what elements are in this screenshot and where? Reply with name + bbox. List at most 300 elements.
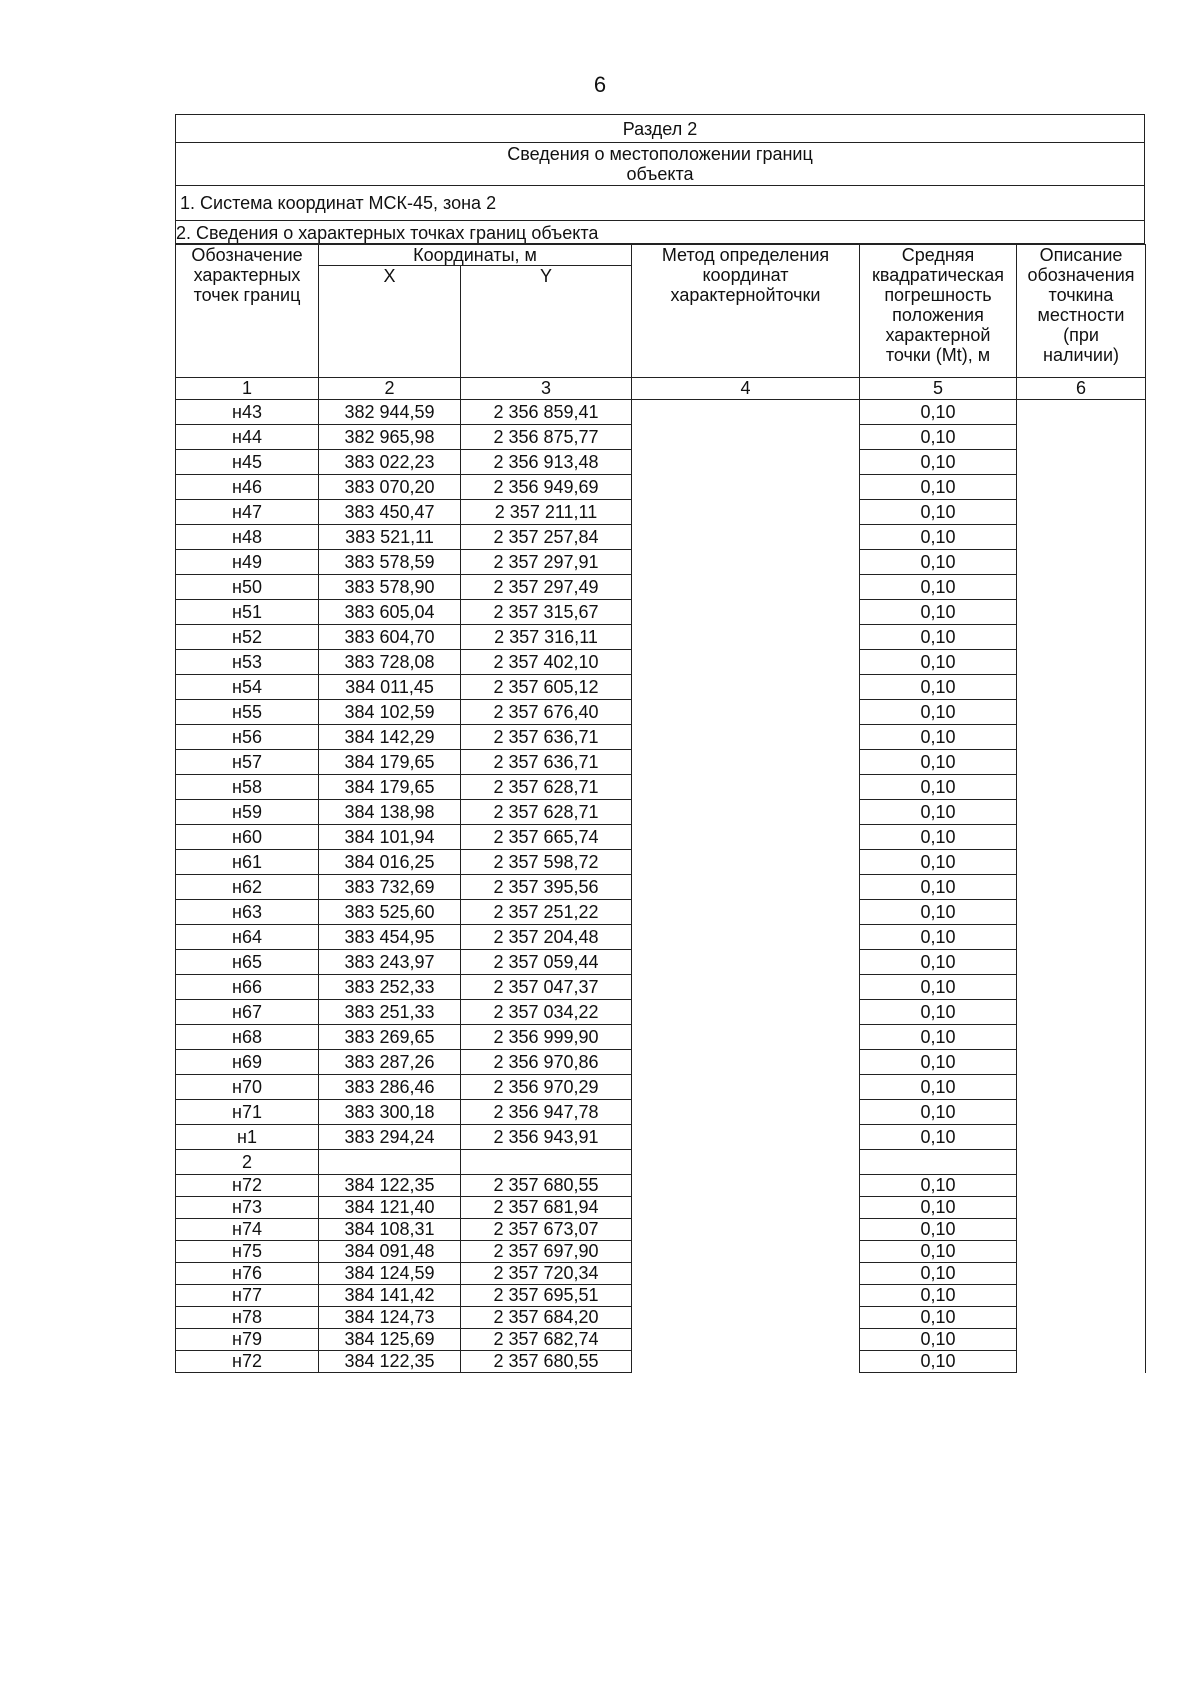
table-row [176,1197,1146,1219]
x-coordinate: 384 121,40 [319,1197,461,1219]
description-cell [1017,675,1146,700]
table-row [176,1307,1146,1329]
mt-value: 0,10 [860,1025,1017,1050]
description-cell [1017,875,1146,900]
mt-value: 0,10 [860,1050,1017,1075]
x-coordinate: 384 141,42 [319,1285,461,1307]
table-row [176,875,1146,900]
mt-value: 0,10 [860,1175,1017,1197]
point-id: н70 [176,1075,319,1100]
table-row [176,775,1146,800]
y-coordinate: 2 357 673,07 [461,1219,632,1241]
table-row [176,975,1146,1000]
point-id: н75 [176,1241,319,1263]
y-coordinate: 2 357 204,48 [461,925,632,950]
method-cell [632,975,860,1000]
x-coordinate: 384 124,59 [319,1263,461,1285]
mt-value: 0,10 [860,1285,1017,1307]
mt-value: 0,10 [860,925,1017,950]
method-cell [632,675,860,700]
header-method: Метод определения координат характернойточки [632,245,860,378]
x-coordinate: 383 286,46 [319,1075,461,1100]
description-cell [1017,450,1146,475]
y-coordinate: 2 357 211,11 [461,500,632,525]
table-row [176,1050,1146,1075]
mt-value: 0,10 [860,950,1017,975]
method-cell [632,650,860,675]
y-coordinate: 2 356 970,86 [461,1050,632,1075]
section-subtitle [176,143,1145,186]
method-cell [632,825,860,850]
table-row [176,1329,1146,1351]
description-cell [1017,1285,1146,1307]
point-id: н48 [176,525,319,550]
point-id: н73 [176,1197,319,1219]
x-coordinate: 382 965,98 [319,425,461,450]
point-id: н64 [176,925,319,950]
y-coordinate: 2 357 665,74 [461,825,632,850]
description-cell [1017,625,1146,650]
method-cell [632,1197,860,1219]
description-cell [1017,800,1146,825]
method-cell [632,900,860,925]
method-cell [632,525,860,550]
method-cell [632,500,860,525]
mt-value: 0,10 [860,450,1017,475]
x-coordinate: 383 578,90 [319,575,461,600]
mt-value: 0,10 [860,700,1017,725]
x-coordinate: 383 578,59 [319,550,461,575]
x-coordinate: 384 122,35 [319,1351,461,1373]
y-coordinate: 2 357 315,67 [461,600,632,625]
coordinate-system: 1. Система координат МСК-45, зона 2 [176,186,1145,221]
method-cell [632,1025,860,1050]
y-coordinate: 2 357 680,55 [461,1175,632,1197]
x-coordinate: 383 454,95 [319,925,461,950]
header-description: Описание обозначения точкина местности (при наличии) [1017,245,1146,378]
method-cell [632,1307,860,1329]
point-id: н68 [176,1025,319,1050]
y-coordinate: 2 357 676,40 [461,700,632,725]
column-number: 3 [461,378,632,400]
x-coordinate: 383 269,65 [319,1025,461,1050]
mt-value: 0,10 [860,775,1017,800]
x-coordinate: 383 022,23 [319,450,461,475]
point-id: н63 [176,900,319,925]
x-coordinate: 383 243,97 [319,950,461,975]
page-number: 6 [593,72,607,97]
mt-value: 0,10 [860,425,1017,450]
point-id: н65 [176,950,319,975]
mt-value: 0,10 [860,725,1017,750]
point-id: н44 [176,425,319,450]
y-coordinate: 2 357 628,71 [461,800,632,825]
y-coordinate: 2 357 034,22 [461,1000,632,1025]
header-coordinates: Координаты, м [319,245,632,266]
mt-value: 0,10 [860,1000,1017,1025]
table-row [176,1263,1146,1285]
points-contour-2 [176,1175,1146,1373]
x-coordinate: 383 605,04 [319,600,461,625]
table-row [176,575,1146,600]
x-coordinate: 384 138,98 [319,800,461,825]
mt-value: 0,10 [860,1351,1017,1373]
mt-value: 0,10 [860,1219,1017,1241]
description-cell [1017,775,1146,800]
point-id: н67 [176,1000,319,1025]
x-coordinate: 383 294,24 [319,1125,461,1150]
table-row [176,650,1146,675]
y-coordinate: 2 357 680,55 [461,1351,632,1373]
mt-value: 0,10 [860,1263,1017,1285]
method-cell [632,925,860,950]
point-id: н58 [176,775,319,800]
mt-value: 0,10 [860,400,1017,425]
table-row [176,525,1146,550]
mt-value: 0,10 [860,600,1017,625]
table-row [176,1075,1146,1100]
method-cell [632,1219,860,1241]
method-cell [632,1263,860,1285]
method-cell [632,475,860,500]
y-coordinate: 2 356 999,90 [461,1025,632,1050]
description-cell [1017,900,1146,925]
y-coordinate: 2 357 297,49 [461,575,632,600]
x-coordinate: 384 016,25 [319,850,461,875]
mt-value: 0,10 [860,850,1017,875]
description-cell [1017,1329,1146,1351]
y-coordinate: 2 356 949,69 [461,475,632,500]
method-cell [632,1125,860,1150]
y-coordinate: 2 357 605,12 [461,675,632,700]
table-row [176,825,1146,850]
contour-label-row [176,1150,1146,1175]
point-id: н43 [176,400,319,425]
y-coordinate: 2 357 297,91 [461,550,632,575]
description-cell [1017,1175,1146,1197]
mt-value: 0,10 [860,1100,1017,1125]
description-cell [1017,725,1146,750]
description-cell [1017,550,1146,575]
mt-value: 0,10 [860,1197,1017,1219]
table-row [176,700,1146,725]
point-id: н47 [176,500,319,525]
point-id: н50 [176,575,319,600]
method-cell [632,400,860,425]
section-header-table [175,114,1145,244]
y-coordinate: 2 356 970,29 [461,1075,632,1100]
point-id: н62 [176,875,319,900]
point-id: н55 [176,700,319,725]
description-cell [1017,975,1146,1000]
mt-value: 0,10 [860,1075,1017,1100]
boundary-points-table [175,244,1146,1373]
table-row [176,950,1146,975]
column-number: 6 [1017,378,1146,400]
x-coordinate: 384 142,29 [319,725,461,750]
description-cell [1017,575,1146,600]
mt-value: 0,10 [860,1307,1017,1329]
point-id: н59 [176,800,319,825]
column-numbers-row [176,378,1146,400]
point-id: н72 [176,1351,319,1373]
point-id: н76 [176,1263,319,1285]
method-cell [632,1000,860,1025]
x-coordinate: 383 252,33 [319,975,461,1000]
point-id: н74 [176,1219,319,1241]
description-cell [1017,950,1146,975]
y-coordinate: 2 357 251,22 [461,900,632,925]
x-coordinate: 383 450,47 [319,500,461,525]
mt-value: 0,10 [860,825,1017,850]
table-row [176,1125,1146,1150]
table-row [176,675,1146,700]
points-caption: 2. Сведения о характерных точках границ объекта [176,221,1145,244]
header-y: Y [461,266,632,378]
table-row [176,425,1146,450]
table-row [176,900,1146,925]
y-coordinate: 2 357 316,11 [461,625,632,650]
method-cell [632,425,860,450]
point-id: н54 [176,675,319,700]
contour-label: 2 [176,1150,319,1175]
y-coordinate: 2 357 047,37 [461,975,632,1000]
mt-value: 0,10 [860,1125,1017,1150]
x-coordinate: 383 070,20 [319,475,461,500]
point-id: н46 [176,475,319,500]
method-cell [632,550,860,575]
description-cell [1017,425,1146,450]
description-cell [1017,1263,1146,1285]
point-id: н57 [176,750,319,775]
y-coordinate: 2 357 636,71 [461,750,632,775]
column-number: 2 [319,378,461,400]
y-coordinate: 2 357 695,51 [461,1285,632,1307]
point-id: н79 [176,1329,319,1351]
method-cell [632,1241,860,1263]
method-cell [632,450,860,475]
header-point-designation: Обозначение характерных точек границ [176,245,319,378]
mt-value: 0,10 [860,1329,1017,1351]
header-mean-square-error: Средняя квадратическая погрешность положения характерной точки (Mt), м [860,245,1017,378]
table-row [176,1025,1146,1050]
method-cell [632,600,860,625]
y-coordinate: 2 356 859,41 [461,400,632,425]
point-id: н61 [176,850,319,875]
method-cell [632,750,860,775]
method-cell [632,1050,860,1075]
method-cell [632,575,860,600]
description-cell [1017,1241,1146,1263]
y-coordinate: 2 356 913,48 [461,450,632,475]
x-coordinate: 382 944,59 [319,400,461,425]
table-row [176,450,1146,475]
x-coordinate: 383 251,33 [319,1000,461,1025]
y-coordinate: 2 356 947,78 [461,1100,632,1125]
x-coordinate: 383 300,18 [319,1100,461,1125]
description-cell [1017,825,1146,850]
table-row [176,1351,1146,1373]
x-coordinate: 384 101,94 [319,825,461,850]
table-row [176,1241,1146,1263]
mt-value: 0,10 [860,475,1017,500]
method-cell [632,1075,860,1100]
x-coordinate: 383 728,08 [319,650,461,675]
description-cell [1017,650,1146,675]
method-cell [632,1285,860,1307]
y-coordinate: 2 357 257,84 [461,525,632,550]
points-contour-1 [176,400,1146,1150]
point-id: н1 [176,1125,319,1150]
table-row [176,475,1146,500]
mt-value: 0,10 [860,500,1017,525]
table-row [176,850,1146,875]
x-coordinate: 384 102,59 [319,700,461,725]
description-cell [1017,850,1146,875]
method-cell [632,775,860,800]
point-id: н49 [176,550,319,575]
method-cell [632,950,860,975]
description-cell [1017,700,1146,725]
y-coordinate: 2 356 943,91 [461,1125,632,1150]
description-cell [1017,1100,1146,1125]
method-cell [632,850,860,875]
description-cell [1017,1125,1146,1150]
mt-value: 0,10 [860,550,1017,575]
x-coordinate: 384 124,73 [319,1307,461,1329]
description-cell [1017,475,1146,500]
y-coordinate: 2 357 697,90 [461,1241,632,1263]
x-coordinate: 384 122,35 [319,1175,461,1197]
method-cell [632,700,860,725]
method-cell [632,875,860,900]
y-coordinate: 2 357 682,74 [461,1329,632,1351]
column-number: 5 [860,378,1017,400]
description-cell [1017,925,1146,950]
y-coordinate: 2 357 598,72 [461,850,632,875]
column-number: 4 [632,378,860,400]
mt-value: 0,10 [860,525,1017,550]
section-subtitle-line2: объекта [626,164,694,184]
x-coordinate: 383 521,11 [319,525,461,550]
table-row [176,800,1146,825]
table-row [176,725,1146,750]
x-coordinate: 384 091,48 [319,1241,461,1263]
x-coordinate: 383 287,26 [319,1050,461,1075]
boundary-points-document [175,114,1145,1373]
x-coordinate: 384 179,65 [319,775,461,800]
x-coordinate: 383 604,70 [319,625,461,650]
table-row [176,1100,1146,1125]
y-coordinate: 2 357 395,56 [461,875,632,900]
section-subtitle-line1: Сведения о местоположении границ [507,144,813,164]
mt-value: 0,10 [860,875,1017,900]
mt-value: 0,10 [860,900,1017,925]
description-cell [1017,1197,1146,1219]
y-coordinate: 2 357 059,44 [461,950,632,975]
mt-value: 0,10 [860,800,1017,825]
description-cell [1017,1351,1146,1373]
description-cell [1017,600,1146,625]
x-coordinate: 384 108,31 [319,1219,461,1241]
table-row [176,750,1146,775]
table-row [176,1175,1146,1197]
y-coordinate: 2 357 636,71 [461,725,632,750]
description-cell [1017,1050,1146,1075]
point-id: н51 [176,600,319,625]
table-row [176,600,1146,625]
point-id: н71 [176,1100,319,1125]
description-cell [1017,1025,1146,1050]
method-cell [632,725,860,750]
table-row [176,500,1146,525]
description-cell [1017,750,1146,775]
point-id: н77 [176,1285,319,1307]
point-id: н45 [176,450,319,475]
mt-value: 0,10 [860,650,1017,675]
point-id: н72 [176,1175,319,1197]
y-coordinate: 2 356 875,77 [461,425,632,450]
table-row [176,925,1146,950]
description-cell [1017,500,1146,525]
point-id: н60 [176,825,319,850]
column-number: 1 [176,378,319,400]
mt-value: 0,10 [860,575,1017,600]
table-row [176,1000,1146,1025]
y-coordinate: 2 357 684,20 [461,1307,632,1329]
table-row [176,400,1146,425]
description-cell [1017,400,1146,425]
point-id: н56 [176,725,319,750]
point-id: н66 [176,975,319,1000]
x-coordinate: 383 525,60 [319,900,461,925]
y-coordinate: 2 357 720,34 [461,1263,632,1285]
point-id: н69 [176,1050,319,1075]
y-coordinate: 2 357 628,71 [461,775,632,800]
mt-value: 0,10 [860,975,1017,1000]
table-row [176,1219,1146,1241]
section-title: Раздел 2 [176,115,1145,143]
point-id: н78 [176,1307,319,1329]
table-row [176,550,1146,575]
description-cell [1017,1000,1146,1025]
method-cell [632,625,860,650]
y-coordinate: 2 357 681,94 [461,1197,632,1219]
header-x: X [319,266,461,378]
method-cell [632,800,860,825]
y-coordinate: 2 357 402,10 [461,650,632,675]
method-cell [632,1329,860,1351]
contour-2-header [176,1150,1146,1175]
description-cell [1017,1219,1146,1241]
table-row [176,1285,1146,1307]
method-cell [632,1100,860,1125]
mt-value: 0,10 [860,750,1017,775]
method-cell [632,1351,860,1373]
x-coordinate: 383 732,69 [319,875,461,900]
mt-value: 0,10 [860,1241,1017,1263]
point-id: н53 [176,650,319,675]
x-coordinate: 384 011,45 [319,675,461,700]
description-cell [1017,525,1146,550]
method-cell [632,1175,860,1197]
table-row [176,625,1146,650]
x-coordinate: 384 179,65 [319,750,461,775]
point-id: н52 [176,625,319,650]
mt-value: 0,10 [860,625,1017,650]
description-cell [1017,1075,1146,1100]
description-cell [1017,1307,1146,1329]
